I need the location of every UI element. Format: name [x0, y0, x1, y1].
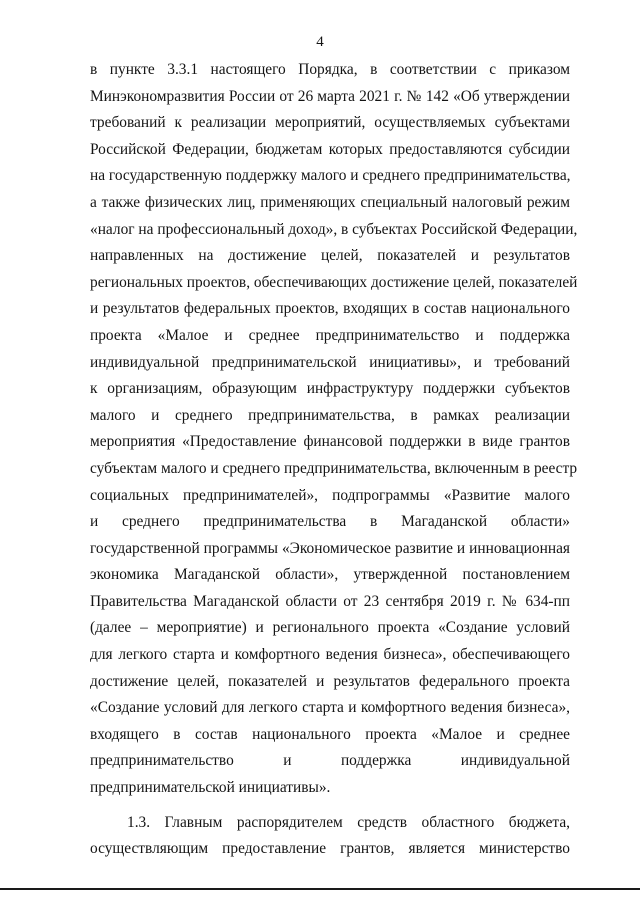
text-line: направленных на достижение целей, показателей и результатов: [90, 247, 570, 265]
text-line: требований к реализации мероприятий, осуществляемых субъектами: [90, 114, 570, 132]
text-line: экономика Магаданской области», утвержденной постановлением: [90, 566, 570, 584]
text-line: к организациям, образующим инфраструктуру поддержки субъектов: [90, 380, 570, 398]
text-line: малого и среднего предпринимательства, в рамках реализации: [90, 406, 570, 424]
text-line: в пункте 3.3.1 настоящего Порядка, в соответствии с приказом: [90, 61, 570, 78]
text-line: Правительства Магаданской области от 23 сентября 2019 г. № 634-пп: [90, 592, 570, 610]
text-line: субъектам малого и среднего предпринимательства, включенным в реестр: [90, 459, 578, 477]
text-line: для легкого старта и комфортного ведения бизнеса», обеспечивающего: [90, 646, 570, 664]
text-line: мероприятия «Предоставление финансовой поддержки в виде грантов: [90, 433, 570, 451]
text-line: а также физических лиц, применяющих специальный налоговый режим: [90, 193, 570, 211]
paragraph-1: [90, 57, 578, 802]
text-line: и результатов федеральных проектов, входящих в состав национального: [90, 300, 570, 318]
text-line: государственной программы «Экономическое развитие и инновационная: [90, 539, 570, 557]
text-line: социальных предпринимателей», подпрограммы «Развитие малого: [90, 486, 570, 504]
text-line: предпринимательской инициативы».: [90, 779, 331, 797]
page-number: 4: [316, 34, 324, 50]
text-line: Минэкономразвития России от 26 марта 2021 г. № 142 «Об утверждении: [90, 87, 570, 105]
text-line: на государственную поддержку малого и среднего предпринимательства,: [90, 167, 571, 185]
text-line: осуществляющим предоставление грантов, является министерство: [90, 840, 570, 858]
document-body: [90, 57, 578, 863]
text-line: проекта «Малое и среднее предпринимательство и поддержка: [90, 326, 570, 344]
text-line: и среднего предпринимательства в Магаданской области»: [90, 513, 570, 531]
paragraph-2: [90, 810, 570, 863]
paragraph-spacer: [90, 802, 570, 810]
text-line: Российской Федерации, бюджетам которых предоставляются субсидии: [90, 140, 570, 158]
scan-edge-line: [0, 888, 640, 890]
text-line: «Создание условий для легкого старта и комфортного ведения бизнеса»,: [90, 699, 570, 717]
text-line: предпринимательство и поддержка индивидуальной: [90, 752, 570, 770]
text-line: региональных проектов, обеспечивающих достижение целей, показателей: [90, 273, 578, 291]
text-line: входящего в состав национального проекта «Малое и среднее: [90, 725, 570, 743]
text-line: (далее – мероприятие) и регионального проекта «Создание условий: [90, 619, 570, 637]
text-line: индивидуальной предпринимательской инициативы», и требований: [90, 353, 570, 371]
text-line: «налог на профессиональный доход», в субъектах Российской Федерации,: [90, 220, 578, 238]
text-line: достижение целей, показателей и результатов федерального проекта: [90, 672, 570, 690]
text-line: 1.3. Главным распорядителем средств областного бюджета,: [127, 813, 570, 831]
